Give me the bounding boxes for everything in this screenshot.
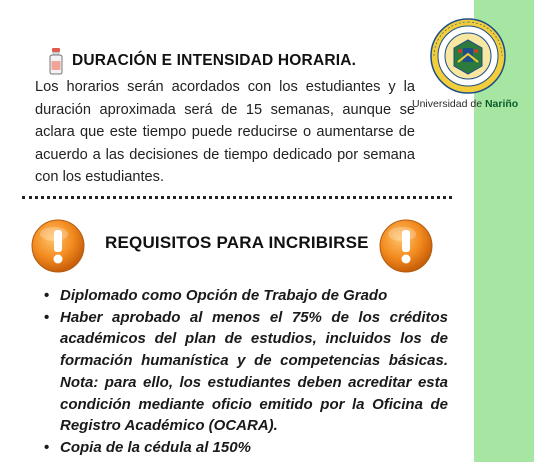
logo-caption-name: Nariño xyxy=(484,98,519,110)
bottle-icon xyxy=(47,47,65,75)
logo-caption xyxy=(412,98,534,110)
bullet-icon: • xyxy=(44,308,50,326)
list-item-text: Copia de la cédula al 150% xyxy=(60,438,251,456)
dotted-divider xyxy=(22,196,452,199)
logo-caption-prefix: Universidad de xyxy=(412,98,485,110)
list-item-text: Diplomado como Opción de Trabajo de Grado xyxy=(60,287,388,304)
warning-icon xyxy=(378,218,434,274)
list-item xyxy=(42,285,448,307)
section-title-duracion: DURACIÓN E INTENSIDAD HORARIA. xyxy=(72,52,357,69)
bullet-icon: • xyxy=(44,438,50,456)
list-item xyxy=(42,437,448,459)
bullet-icon: • xyxy=(44,287,50,304)
section-body-duracion: Los horarios serán acordados con los estudiantes y la duración aproximada será de 15 semanas, aunque se aclara que este tiempo puede reducirse o aumentarse de acuerdo a las decisiones de tiempo dedicado por semana con los estudiantes. xyxy=(35,79,415,185)
list-item xyxy=(42,307,448,437)
university-seal xyxy=(430,18,506,94)
warning-icon xyxy=(30,218,86,274)
requirements-list xyxy=(42,285,448,459)
section-title-requisitos: REQUISITOS PARA INCRIBIRSE xyxy=(105,233,369,252)
list-item-text: Haber aprobado al menos el 75% de los créditos académicos del plan de estudios, incluidos los de formación humanística y de competencias básicas. Nota: para ello, los estudiantes deben acreditar esta condición mediante oficio emitido por la Oficina de Registro Académico (OCARA). xyxy=(60,308,448,435)
